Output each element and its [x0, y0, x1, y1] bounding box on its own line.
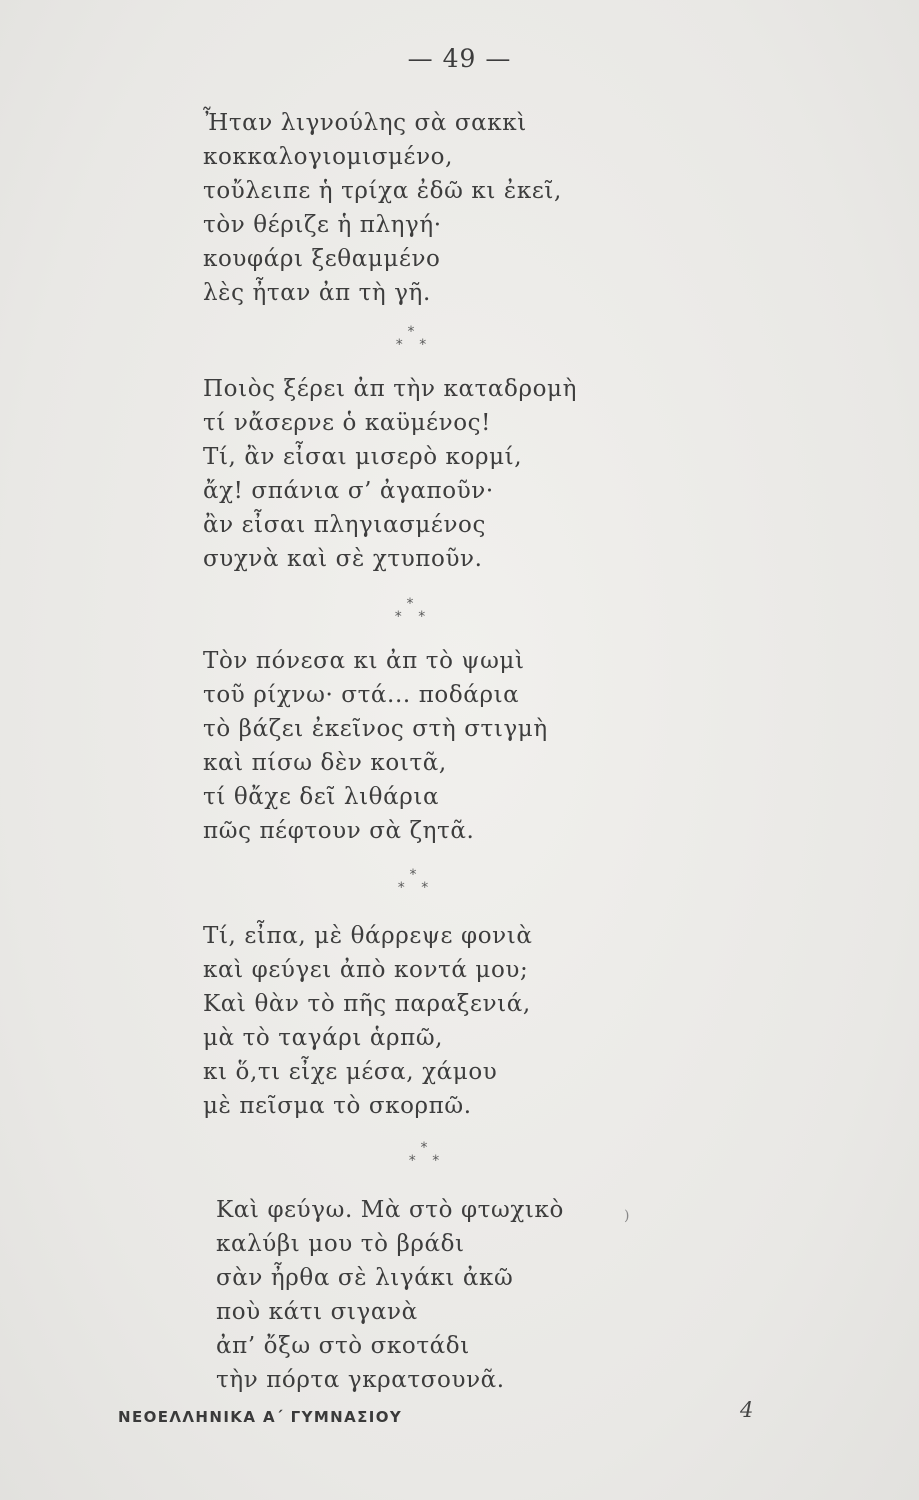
- separator-bottom: * *: [394, 609, 432, 625]
- poem-line: πῶς πέφτουν σὰ ζητᾶ.: [203, 818, 475, 844]
- stanza-2: [203, 372, 577, 576]
- separator-top: *: [409, 867, 417, 883]
- poem-line: κουφάρι ξεθαμμένο: [203, 246, 441, 272]
- poem-line: τὴν πόρτα γκρατσουνᾶ.: [216, 1367, 505, 1393]
- poem-line: Καὶ θὰν τὸ πῆς παραξενιά,: [203, 991, 531, 1017]
- poem-line: ἄχ! σπάνια σ’ ἀγαποῦν·: [203, 478, 494, 504]
- stanza-5: [216, 1193, 564, 1397]
- separator-bottom: * *: [408, 1153, 446, 1169]
- poem-line: συχνὰ καὶ σὲ χτυποῦν.: [203, 546, 483, 572]
- poem-line: καλύβι μου τὸ βράδι: [216, 1231, 465, 1257]
- poem-line: τί νἄσερνε ὁ καϋμένος!: [203, 410, 491, 436]
- stanza-separator: [380, 598, 440, 624]
- poem-line: ἂν εἶσαι πληγιασμένος: [203, 512, 486, 538]
- poem-line: ποὺ κάτι σιγανὰ: [216, 1299, 418, 1325]
- footer-signature-number: 4: [740, 1398, 754, 1422]
- poem-line: Ἦταν λιγνούλης σὰ σακκὶ: [203, 110, 527, 136]
- poem-line: Τί, εἶπα, μὲ θάρρεψε φονιὰ: [203, 923, 533, 949]
- poem-line: μὰ τὸ ταγάρι ἁρπῶ,: [203, 1025, 444, 1051]
- poem-line: Ποιὸς ξέρει ἀπ τὴν καταδρομὴ: [203, 376, 577, 402]
- poem-line: καὶ φεύγει ἀπὸ κοντά μου;: [203, 957, 529, 983]
- poem-line: ἀπ’ ὄξω στὸ σκοτάδι: [216, 1333, 470, 1359]
- separator-top: *: [407, 324, 415, 340]
- poem-line: καὶ πίσω δὲν κοιτᾶ,: [203, 750, 447, 776]
- stanza-4: [203, 919, 532, 1123]
- page-number: — 49 —: [407, 44, 512, 73]
- separator-bottom: * *: [397, 880, 435, 896]
- stanza-separator: [381, 326, 441, 352]
- separator-top: *: [406, 596, 414, 612]
- poem-line: μὲ πεῖσμα τὸ σκορπῶ.: [203, 1093, 472, 1119]
- poem-line: Τί, ἂν εἶσαι μισερὸ κορμί,: [203, 444, 523, 470]
- poem-line: τοῦ ρίχνω· στά... ποδάρια: [203, 682, 520, 708]
- separator-top: *: [420, 1140, 428, 1156]
- poem-line: τὸν θέριζε ἡ πληγή·: [203, 212, 442, 238]
- poem-line: λὲς ἦταν ἀπ τὴ γῆ.: [203, 280, 431, 306]
- poem-line: τὸ βάζει ἐκεῖνος στὴ στιγμὴ: [203, 716, 548, 742]
- separator-bottom: * *: [395, 337, 433, 353]
- footer-book-title: ΝΕΟΕΛΛΗΝΙΚΑ Α΄ ΓΥΜΝΑΣΙΟΥ: [118, 1408, 403, 1426]
- poem-line: τοὔλειπε ἡ τρίχα ἐδῶ κι ἐκεῖ,: [203, 178, 562, 204]
- poem-line: Καὶ φεύγω. Μὰ στὸ φτωχικὸ: [216, 1197, 564, 1223]
- poem-line: σὰν ἦρθα σὲ λιγάκι ἀκῶ: [216, 1265, 514, 1291]
- stray-mark: ): [624, 1208, 630, 1224]
- stanza-3: [203, 644, 548, 848]
- poem-line: κι ὅ,τι εἶχε μέσα, χάμου: [203, 1059, 498, 1085]
- stanza-separator: [383, 869, 443, 895]
- poem-line: Τὸν πόνεσα κι ἀπ τὸ ψωμὶ: [203, 648, 525, 674]
- stanza-1: [203, 106, 562, 310]
- stanza-separator: [394, 1142, 454, 1168]
- poem-line: κοκκαλογιομισμένο,: [203, 144, 454, 170]
- poem-line: τί θἄχε δεῖ λιθάρια: [203, 784, 440, 810]
